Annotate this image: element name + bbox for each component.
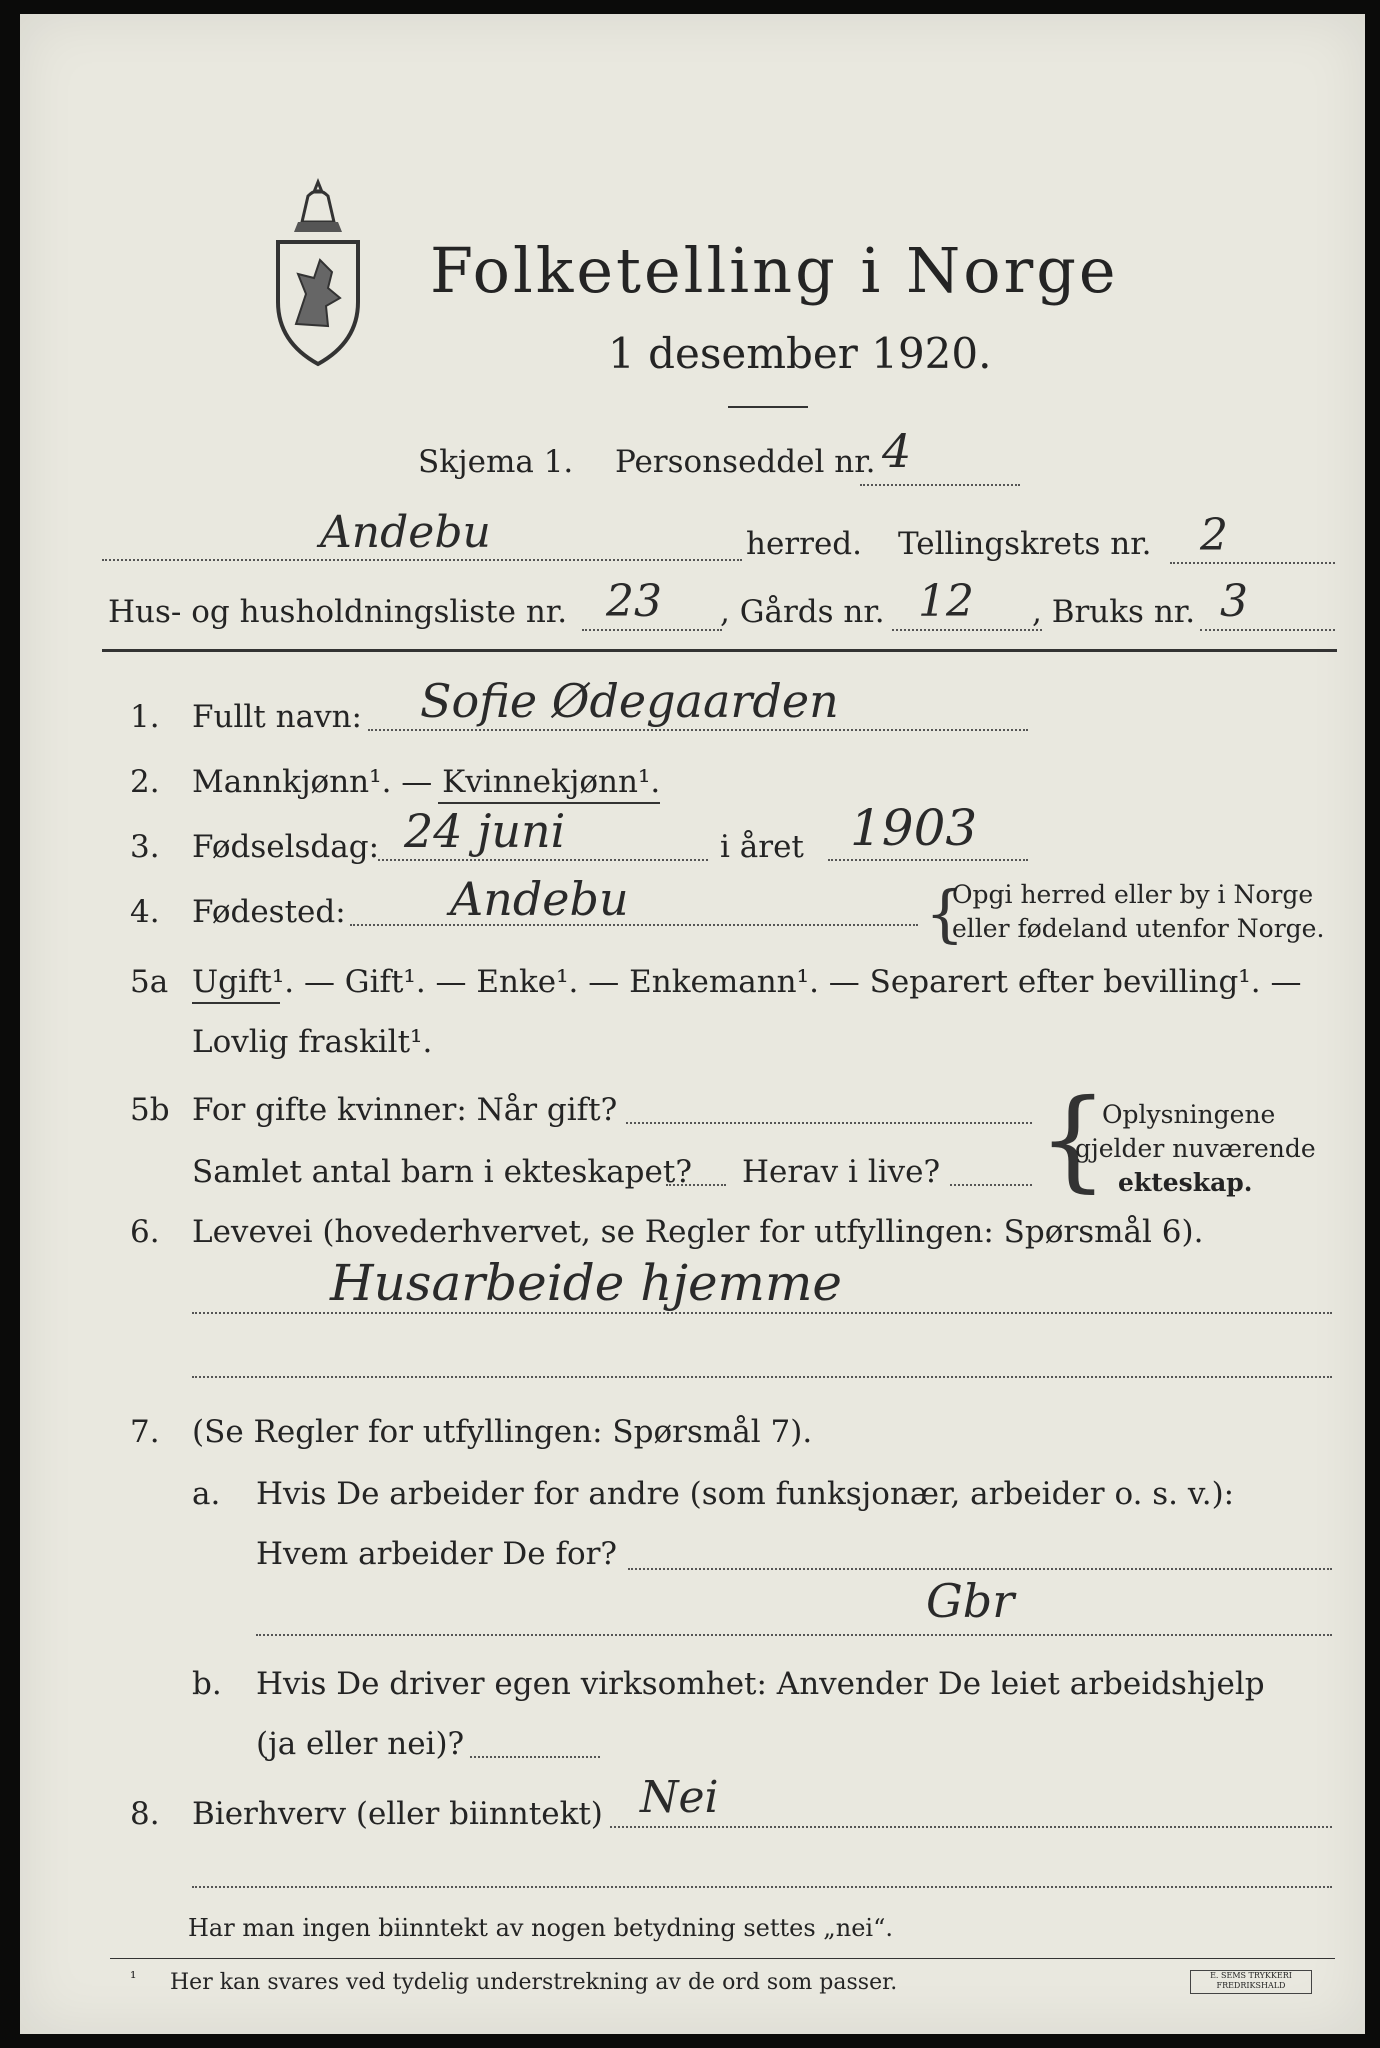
q5b-line1: For gifte kvinner: Når gift?	[192, 1092, 618, 1128]
census-form	[20, 14, 1365, 2034]
q5b-line2a: Samlet antal barn i ekteskapet?	[192, 1154, 692, 1190]
q5a-underline-ugift	[192, 1002, 280, 1004]
q3-value: 24 juni	[404, 804, 566, 858]
q5a-number: 5a	[130, 964, 169, 1000]
q5b-children-field	[666, 1184, 726, 1186]
q7a-value: Gbr	[926, 1574, 1015, 1628]
q4-value: Andebu	[450, 872, 629, 926]
q6-field-1	[192, 1312, 1332, 1314]
q7a-field-1	[628, 1568, 1332, 1570]
q5b-number: 5b	[130, 1092, 170, 1128]
tellingskrets-value: 2	[1200, 510, 1228, 561]
q7b-letter: b.	[192, 1666, 222, 1702]
q4-label: Fødested:	[192, 894, 346, 930]
q1-value: Sofie Ødegaarden	[420, 674, 839, 728]
q5a-line2: Lovlig fraskilt¹.	[192, 1024, 433, 1060]
q3-year-label: i året	[720, 829, 804, 865]
coat-of-arms-icon	[268, 174, 368, 374]
form-title: Folketelling i Norge	[430, 234, 1119, 307]
skjema-label: Skjema 1.	[418, 444, 574, 480]
tellingskrets-field	[1170, 562, 1335, 564]
q7a-line1: Hvis De arbeider for andre (som funksjonær, arbeider o. s. v.):	[256, 1476, 1235, 1512]
q1-number: 1.	[130, 699, 160, 735]
herred-field	[102, 559, 742, 561]
bruks-field	[1200, 629, 1335, 631]
q4-note-brace: {	[925, 877, 965, 950]
q7a-line2: Hvem arbeider De for?	[256, 1536, 618, 1572]
footer-divider	[110, 1958, 1335, 1959]
gards-field	[892, 629, 1042, 631]
q2-number: 2.	[130, 764, 160, 800]
herred-value: Andebu	[320, 507, 491, 558]
q6-value: Husarbeide hjemme	[330, 1254, 842, 1312]
q8-label: Bierhverv (eller biinntekt)	[192, 1796, 603, 1832]
footnote-mark: ¹	[130, 1968, 137, 1987]
personseddel-label: Personseddel nr.	[615, 444, 876, 480]
bruks-value: 3	[1220, 576, 1248, 627]
q3-label: Fødselsdag:	[192, 829, 380, 865]
q7b-field	[470, 1756, 600, 1758]
q6-field-2	[192, 1376, 1332, 1378]
q3-field	[378, 859, 708, 861]
husliste-value: 23	[606, 576, 662, 627]
q8-field-2	[192, 1886, 1332, 1888]
header-divider	[102, 649, 1337, 652]
q7a-letter: a.	[192, 1476, 221, 1512]
q6-number: 6.	[130, 1214, 160, 1250]
q7b-line1: Hvis De driver egen virksomhet: Anvender De leiet arbeidshjelp	[256, 1666, 1265, 1702]
printer-stamp: E. SEMS TRYKKERI FREDRIKSHALD	[1190, 1970, 1312, 1994]
q8-number: 8.	[130, 1796, 160, 1832]
q4-number: 4.	[130, 894, 160, 930]
q3-number: 3.	[130, 829, 160, 865]
q4-note-line1: Opgi herred eller by i Norge	[952, 880, 1314, 909]
q7a-field-2	[256, 1634, 1332, 1636]
q3-year-field	[828, 859, 1028, 861]
herred-label: herred.	[746, 526, 862, 562]
q5b-note-line3: ekteskap.	[1118, 1168, 1253, 1197]
q3-year-value: 1903	[850, 799, 978, 857]
q5b-note-line1: Oplysningene	[1102, 1100, 1276, 1129]
q5b-note-brace: {	[1038, 1075, 1108, 1203]
tellingskrets-label: Tellingskrets nr.	[898, 526, 1152, 562]
q7-label: (Se Regler for utfyllingen: Spørsmål 7).	[192, 1414, 813, 1450]
title-divider	[728, 406, 808, 408]
q5b-note-line2: gjelder nuværende	[1075, 1134, 1316, 1163]
gards-value: 12	[918, 576, 974, 627]
form-date: 1 desember 1920.	[608, 329, 992, 378]
q8-value: Nei	[640, 1772, 719, 1823]
q4-field	[350, 924, 918, 926]
q7-number: 7.	[130, 1414, 160, 1450]
husliste-label: Hus- og husholdningsliste nr.	[108, 594, 568, 630]
q1-field	[368, 729, 1028, 731]
q2-label: Mannkjønn¹. — Kvinnekjønn¹.	[192, 764, 661, 800]
q6-label: Levevei (hovederhvervet, se Regler for utfyllingen: Spørsmål 6).	[192, 1214, 1204, 1250]
q5b-alive-field	[950, 1184, 1032, 1186]
q1-label: Fullt navn:	[192, 699, 362, 735]
q5b-line2b: Herav i live?	[742, 1154, 941, 1190]
footnote: Her kan svares ved tydelig understrekning av de ord som passer.	[170, 1970, 898, 1995]
personseddel-value: 4	[882, 424, 912, 478]
q4-note-line2: eller fødeland utenfor Norge.	[952, 914, 1325, 943]
q7b-line2: (ja eller nei)?	[256, 1726, 465, 1762]
q8-field-1	[610, 1826, 1332, 1828]
q5a-line1: Ugift¹. — Gift¹. — Enke¹. — Enkemann¹. — Separert efter bevilling¹. —	[192, 964, 1302, 1000]
husliste-field	[582, 629, 722, 631]
gards-label: , Gårds nr.	[720, 594, 885, 630]
q5b-married-field	[626, 1122, 1032, 1124]
personseddel-field	[860, 484, 1020, 486]
bruks-label: , Bruks nr.	[1032, 594, 1196, 630]
footer-note: Har man ingen biinntekt av nogen betydning settes „nei“.	[188, 1914, 893, 1942]
